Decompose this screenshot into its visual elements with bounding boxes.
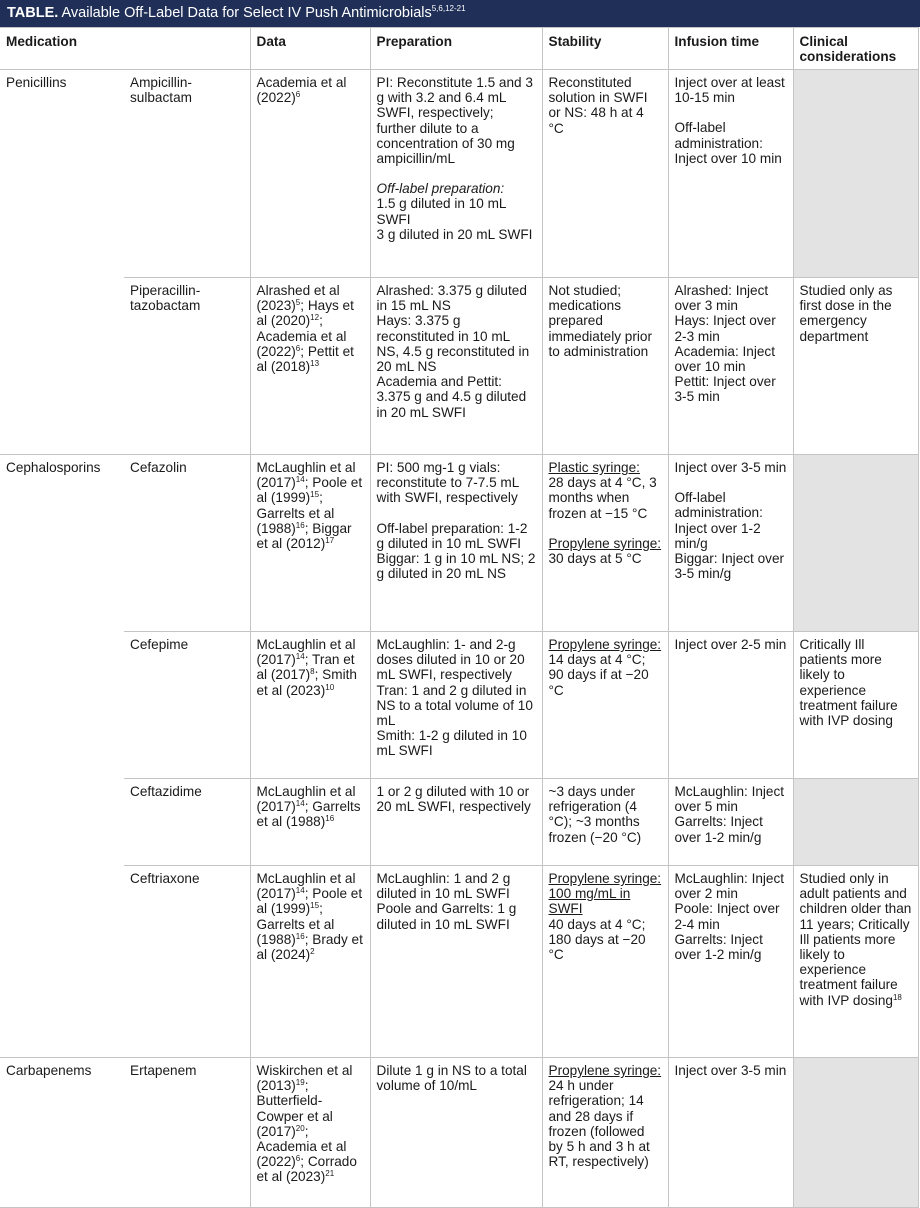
preparation-cell: Alrashed: 3.375 g diluted in 15 mL NS Hays: 3.375 g reconstituted in 10 mL NS, 4.5 g reconstituted in 20 mL NS Academia and Pettit: 3.375 g and 4.5 g diluted in 20 mL SWFI <box>370 278 542 455</box>
title-refs: 5,6,12-21 <box>431 4 466 13</box>
infusion-cell: Inject over 3-5 min <box>668 1058 793 1208</box>
class-cephalosporins: Cephalosporins <box>0 455 124 1058</box>
infusion-cell: McLaughlin: Inject over 2 min Poole: Inject over 2-4 min Garrelts: Inject over 1-2 min/g <box>668 866 793 1058</box>
data-cell: McLaughlin et al $(2017)^{14}$; Poole et al $(1999)^{15}$; Garrelts et al $(1988)^{16}$; Biggar et al $(2012)^{17}$ <box>250 455 370 632</box>
table-row <box>0 278 918 455</box>
data-cell: McLaughlin et al $(2017)^{14}$; Poole et al $(1999)^{15}$; Garrelts et al $(1988)^{16}$; Brady et al $(2024)^2$ <box>250 866 370 1058</box>
table-row <box>0 1058 918 1208</box>
stability-cell: Propylene syringe: 24 h under refrigeration; 14 and 28 days if frozen (followed by 5 h and 3 h at RT, respectively) <box>542 1058 668 1208</box>
data-cell: Alrashed et al $(2023)^5$; Hays et al $(2020)^{12}$; Academia et al $(2022)^6$; Pettit et al $(2018)^{13}$ <box>250 278 370 455</box>
header-preparation: Preparation <box>370 28 542 70</box>
clinical-cell <box>793 70 918 278</box>
infusion-cell: Inject over 3-5 min Off-label administration: Inject over 1-2 min/g Biggar: Inject over 3-5 min/g <box>668 455 793 632</box>
antimicrobial-table <box>0 27 919 1208</box>
clinical-cell <box>793 1058 918 1208</box>
table-row <box>0 455 918 632</box>
preparation-cell: McLaughlin: 1 and 2 g diluted in 10 mL SWFI Poole and Garrelts: 1 g diluted in 10 mL SWFI <box>370 866 542 1058</box>
infusion-cell: McLaughlin: Inject over 5 min Garrelts: Inject over 1-2 min/g <box>668 779 793 866</box>
preparation-cell: PI: Reconstitute 1.5 and 3 g with 3.2 and 6.4 mL SWFI, respectively; further dilute to a concentration of 30 mg ampicillin/mL Off-label preparation: 1.5 g diluted in 10 mL SWFI 3 g diluted in 20 mL SWFI <box>370 70 542 278</box>
table-row <box>0 779 918 866</box>
table-label: TABLE. <box>7 5 59 21</box>
table-row <box>0 632 918 779</box>
infusion-cell: Inject over at least 10-15 min Off-label administration: Inject over 10 min <box>668 70 793 278</box>
data-cell: McLaughlin et al $(2017)^{14}$; Garrelts et al $(1988)^{16}$ <box>250 779 370 866</box>
class-carbapenems: Carbapenems <box>0 1058 124 1208</box>
medication-name: Ceftriaxone <box>124 866 250 1058</box>
header-clinical-considerations: Clinical considerations <box>793 28 918 70</box>
infusion-cell: Inject over 2-5 min <box>668 632 793 779</box>
header-row <box>0 28 918 70</box>
clinical-cell: Critically Ill patients more likely to experience treatment failure with IVP dosing <box>793 632 918 779</box>
clinical-cell: Studied only as first dose in the emergency department <box>793 278 918 455</box>
preparation-cell: PI: 500 mg-1 g vials: reconstitute to 7-7.5 mL with SWFI, respectively Off-label preparation: 1-2 g diluted in 10 mL SWFI Biggar: 1 g in 10 mL NS; 2 g diluted in 20 mL NS <box>370 455 542 632</box>
preparation-cell: 1 or 2 g diluted with 10 or 20 mL SWFI, respectively <box>370 779 542 866</box>
medication-name: Piperacillin-tazobactam <box>124 278 250 455</box>
clinical-cell <box>793 779 918 866</box>
header-infusion-time: Infusion time <box>668 28 793 70</box>
clinical-cell <box>793 455 918 632</box>
data-cell: McLaughlin et al $(2017)^{14}$; Tran et al $(2017)^8$; Smith et al $(2023)^{10}$ <box>250 632 370 779</box>
stability-cell: Plastic syringe: 28 days at 4 °C, 3 months when frozen at −15 °C Propylene syringe: 30 days at 5 °C <box>542 455 668 632</box>
header-medication: Medication <box>0 28 250 70</box>
medication-name: Cefepime <box>124 632 250 779</box>
medication-name: Ceftazidime <box>124 779 250 866</box>
medication-name: Cefazolin <box>124 455 250 632</box>
table-title <box>0 0 920 27</box>
table-caption: Available Off-Label Data for Select IV Push Antimicrobials <box>61 5 432 21</box>
preparation-cell: McLaughlin: 1- and 2-g doses diluted in 10 or 20 mL SWFI, respectively Tran: 1 and 2 g diluted in NS to a total volume of 10 mL Smith: 1-2 g diluted in 10 mL SWFI <box>370 632 542 779</box>
clinical-cell: Studied only in adult patients and children older than 11 years; Critically Ill patients more likely to experience treatment failure with IVP dosing$^{18}$ <box>793 866 918 1058</box>
medication-name: Ertapenem <box>124 1058 250 1208</box>
data-cell: Academia et al $(2022)^6$ <box>250 70 370 278</box>
table-row <box>0 866 918 1058</box>
class-penicillins: Penicillins <box>0 70 124 455</box>
stability-cell: Reconstituted solution in SWFI or NS: 48 h at 4 °C <box>542 70 668 278</box>
stability-cell: ~3 days under refrigeration (4 °C); ~3 months frozen (−20 °C) <box>542 779 668 866</box>
table-row <box>0 70 918 278</box>
medication-name: Ampicillin-sulbactam <box>124 70 250 278</box>
preparation-cell: Dilute 1 g in NS to a total volume of 10/mL <box>370 1058 542 1208</box>
stability-cell: Propylene syringe: 100 mg/mL in SWFI 40 days at 4 °C; 180 days at −20 °C <box>542 866 668 1058</box>
header-stability: Stability <box>542 28 668 70</box>
stability-cell: Not studied; medications prepared immediately prior to administration <box>542 278 668 455</box>
header-data: Data <box>250 28 370 70</box>
data-cell: Wiskirchen et al $(2013)^{19}$; Butterfield-Cowper et al $(2017)^{20}$; Academia et al $(2022)^6$; Corrado et al $(2023)^{21}$ <box>250 1058 370 1208</box>
stability-cell: Propylene syringe: 14 days at 4 °C; 90 days if at −20 °C <box>542 632 668 779</box>
infusion-cell: Alrashed: Inject over 3 min Hays: Inject over 2-3 min Academia: Inject over 10 min Pettit: Inject over 3-5 min <box>668 278 793 455</box>
